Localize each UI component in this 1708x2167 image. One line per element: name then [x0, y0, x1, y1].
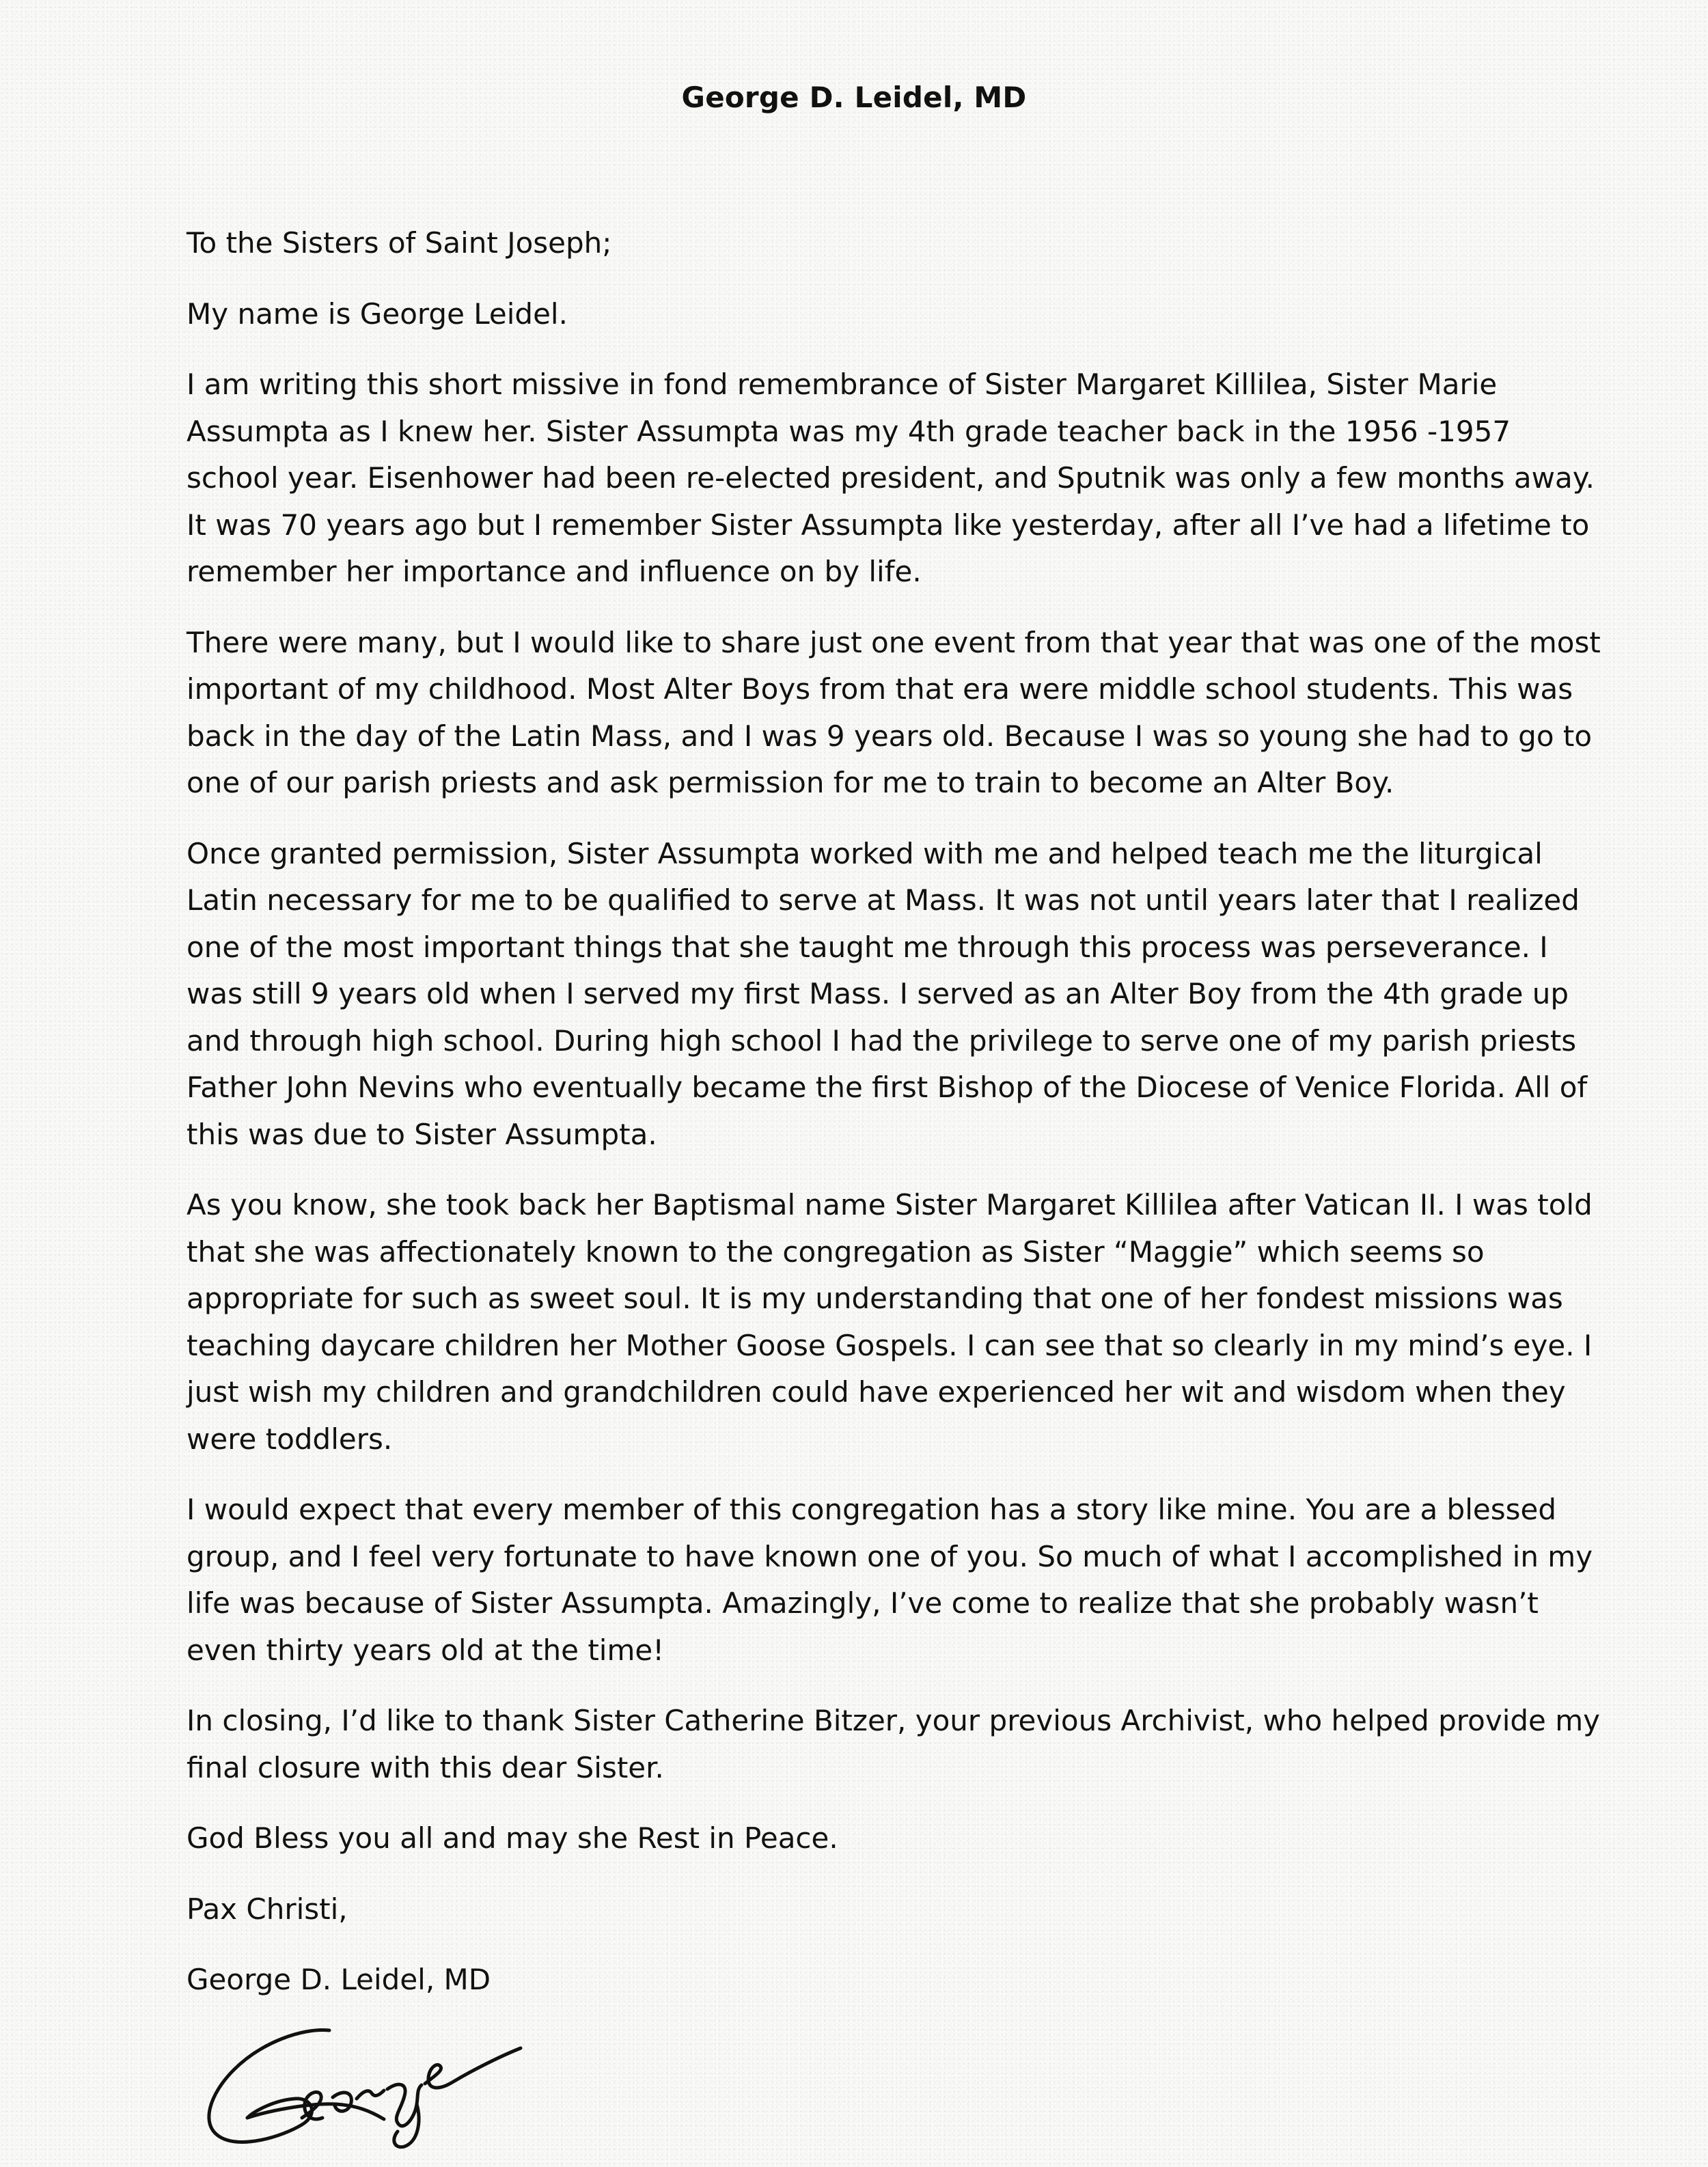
paragraph-alter-boy: There were many, but I would like to share just one event from that year that was one of the most important of my childhood. Most Alter Boys from that era were middle school students. This was back in the day of the Latin Mass, and I was 9 years old. Because I was so young she had to go to one of our parish priests and ask permission for me to train to become an Alter Boy.	[187, 625, 1601, 799]
paragraph-congregation: I would expect that every member of this congregation has a story like mine. You are a blessed group, and I feel very fortunate to have known one of you. So much of what I accomplished in my life was because of Sister Assumpta. Amazingly, I’ve come to realize that she probably wasn’t even thirty years old at the time!	[187, 1493, 1593, 1667]
paragraph-baptismal-name: As you know, she took back her Baptismal name Sister Margaret Killilea after Vatican II. I was told that she was affectionately known to the congregation as Sister “Maggie” which seems so appropriate for such as sweet soul. It is my understanding that one of her fondest missions was teaching daycare children her Mother Goose Gospels. I can see that so clearly in my mind’s eye. I just wish my children and grandchildren could have experienced her wit and wisdom when they were toddlers.	[187, 1188, 1593, 1456]
closing-line: Pax Christi,	[187, 1892, 348, 1926]
handwritten-signature	[199, 2015, 534, 2152]
letter-body	[187, 220, 1608, 2028]
paragraph-remembrance: I am writing this short missive in fond remembrance of Sister Margaret Killilea, Sister Marie Assumpta as I knew her. Sister Assumpta was my 4th grade teacher back in the 1956 -1957 school year. Eisenhower had been re-elected president, and Sputnik was only a few months away. It was 70 years ago but I remember Sister Assumpta like yesterday, after all I’ve had a lifetime to remember her importance and influence on by life.	[187, 368, 1595, 588]
signoff-name: George D. Leidel, MD	[187, 1963, 491, 1996]
paragraph-latin-training: Once granted permission, Sister Assumpta worked with me and helped teach me the liturgical Latin necessary for me to be qualified to serve at Mass. It was not until years later that I realized one of the most important things that she taught me through this process was perseverance. I was still 9 years old when I served my first Mass. I served as an Alter Boy from the 4th grade up and through high school. During high school I had the privilege to serve one of my parish priests Father John Nevins who eventually became the first Bishop of the Diocese of Venice Florida. All of this was due to Sister Assumpta.	[187, 836, 1588, 1151]
letterhead-name: George D. Leidel, MD	[681, 81, 1027, 114]
paragraph-closing-thanks: In closing, I’d like to thank Sister Catherine Bitzer, your previous Archivist, who helped provide my final closure with this dear Sister.	[187, 1704, 1600, 1784]
salutation: To the Sisters of Saint Joseph;	[187, 226, 612, 260]
paragraph-blessing: God Bless you all and may she Rest in Peace.	[187, 1821, 838, 1855]
paragraph-intro: My name is George Leidel.	[187, 296, 568, 331]
